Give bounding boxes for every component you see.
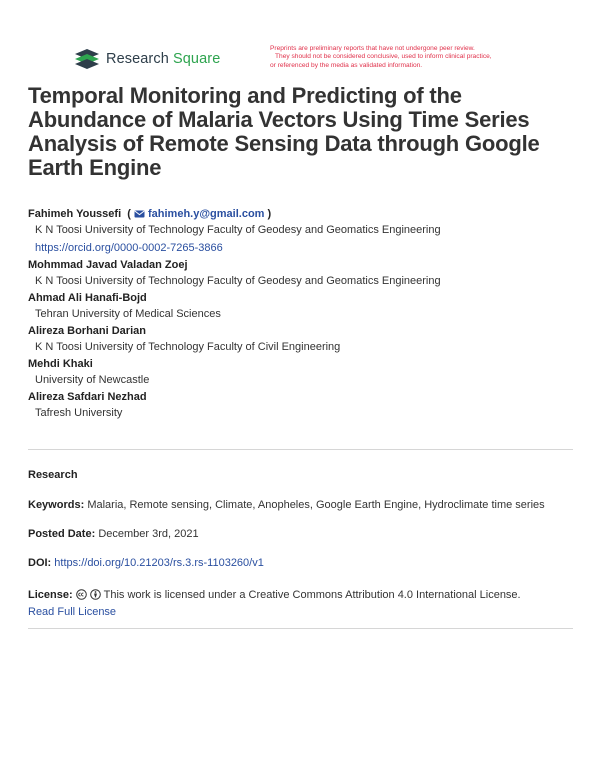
author-name: Alireza Borhani Darian — [28, 325, 146, 337]
author-name: Mehdi Khaki — [28, 358, 93, 370]
article-type — [28, 469, 573, 481]
posted-date-label: Posted Date: — [28, 528, 96, 540]
author-name: Ahmad Ali Hanafi-Bojd — [28, 292, 147, 304]
keywords-value: Malaria, Remote sensing, Climate, Anopheles, Google Earth Engine, Hydroclimate time series — [87, 499, 545, 511]
logo-word-square: Square — [173, 51, 221, 67]
email-close-paren: ) — [267, 208, 272, 220]
posted-date-row — [28, 528, 573, 540]
divider — [28, 449, 573, 450]
author-block — [28, 206, 573, 257]
creative-commons-icon — [76, 589, 87, 600]
posted-date-value: December 3rd, 2021 — [98, 528, 199, 540]
notice-line: They should not be considered conclusive, used to inform clinical practice, — [275, 53, 492, 61]
divider — [28, 628, 573, 629]
author-block — [28, 257, 573, 290]
author-affiliation: Tehran University of Medical Sciences — [35, 308, 221, 320]
author-name-line — [28, 206, 573, 222]
author-name: Alireza Safdari Nezhad — [28, 391, 147, 403]
email-open-paren: ( — [127, 208, 131, 220]
author-block — [28, 356, 573, 389]
author-affiliation: University of Newcastle — [35, 374, 150, 386]
author-affiliation: K N Toosi University of Technology Faculty of Geodesy and Geomatics Engineering — [35, 224, 441, 236]
read-full-license-link[interactable]: Read Full License — [28, 606, 117, 618]
doi-link[interactable]: https://doi.org/10.21203/rs.3.rs-1103260/v1 — [54, 557, 264, 569]
author-block — [28, 290, 573, 323]
author-affiliation: K N Toosi University of Technology Faculty of Civil Engineering — [35, 341, 341, 353]
author-affiliation: K N Toosi University of Technology Faculty of Geodesy and Geomatics Engineering — [35, 275, 441, 287]
notice-line: or referenced by the media as validated information. — [270, 61, 423, 69]
license-text: This work is licensed under a Creative Commons Attribution 4.0 International License. — [103, 589, 521, 601]
envelope-icon — [134, 210, 145, 218]
author-orcid-link[interactable]: https://orcid.org/0000-0002-7265-3866 — [35, 242, 223, 254]
license-label: License: — [28, 589, 73, 601]
notice-line: Preprints are preliminary reports that have not undergone peer review. — [270, 45, 475, 52]
keywords-label: Keywords: — [28, 499, 85, 511]
author-email: fahimeh.y@gmail.com — [147, 208, 265, 220]
doi-label: DOI: — [28, 557, 52, 569]
logo-text — [106, 51, 220, 67]
article-type-label: Research — [28, 469, 78, 481]
author-affiliation: Tafresh University — [35, 407, 123, 419]
author-email-link[interactable] — [134, 208, 264, 220]
logo-word-research: Research — [106, 51, 169, 67]
paper-title: Temporal Monitoring and Predicting of the Abundance of Malaria Vectors Using Time Series Analysis of Remote Sensing Data through Google Earth Engine — [28, 83, 540, 180]
author-block — [28, 323, 573, 356]
author-name: Mohmmad Javad Valadan Zoej — [28, 259, 188, 271]
author-list — [28, 206, 573, 422]
keywords-row — [28, 499, 573, 511]
author-name: Fahimeh Youssefi — [28, 208, 122, 220]
author-block — [28, 389, 573, 422]
research-square-logo-icon — [74, 49, 100, 69]
attribution-icon — [90, 589, 101, 600]
research-square-logo[interactable] — [74, 49, 220, 69]
preprint-notice — [270, 45, 540, 70]
doi-row — [28, 557, 573, 569]
license-row — [28, 587, 573, 621]
